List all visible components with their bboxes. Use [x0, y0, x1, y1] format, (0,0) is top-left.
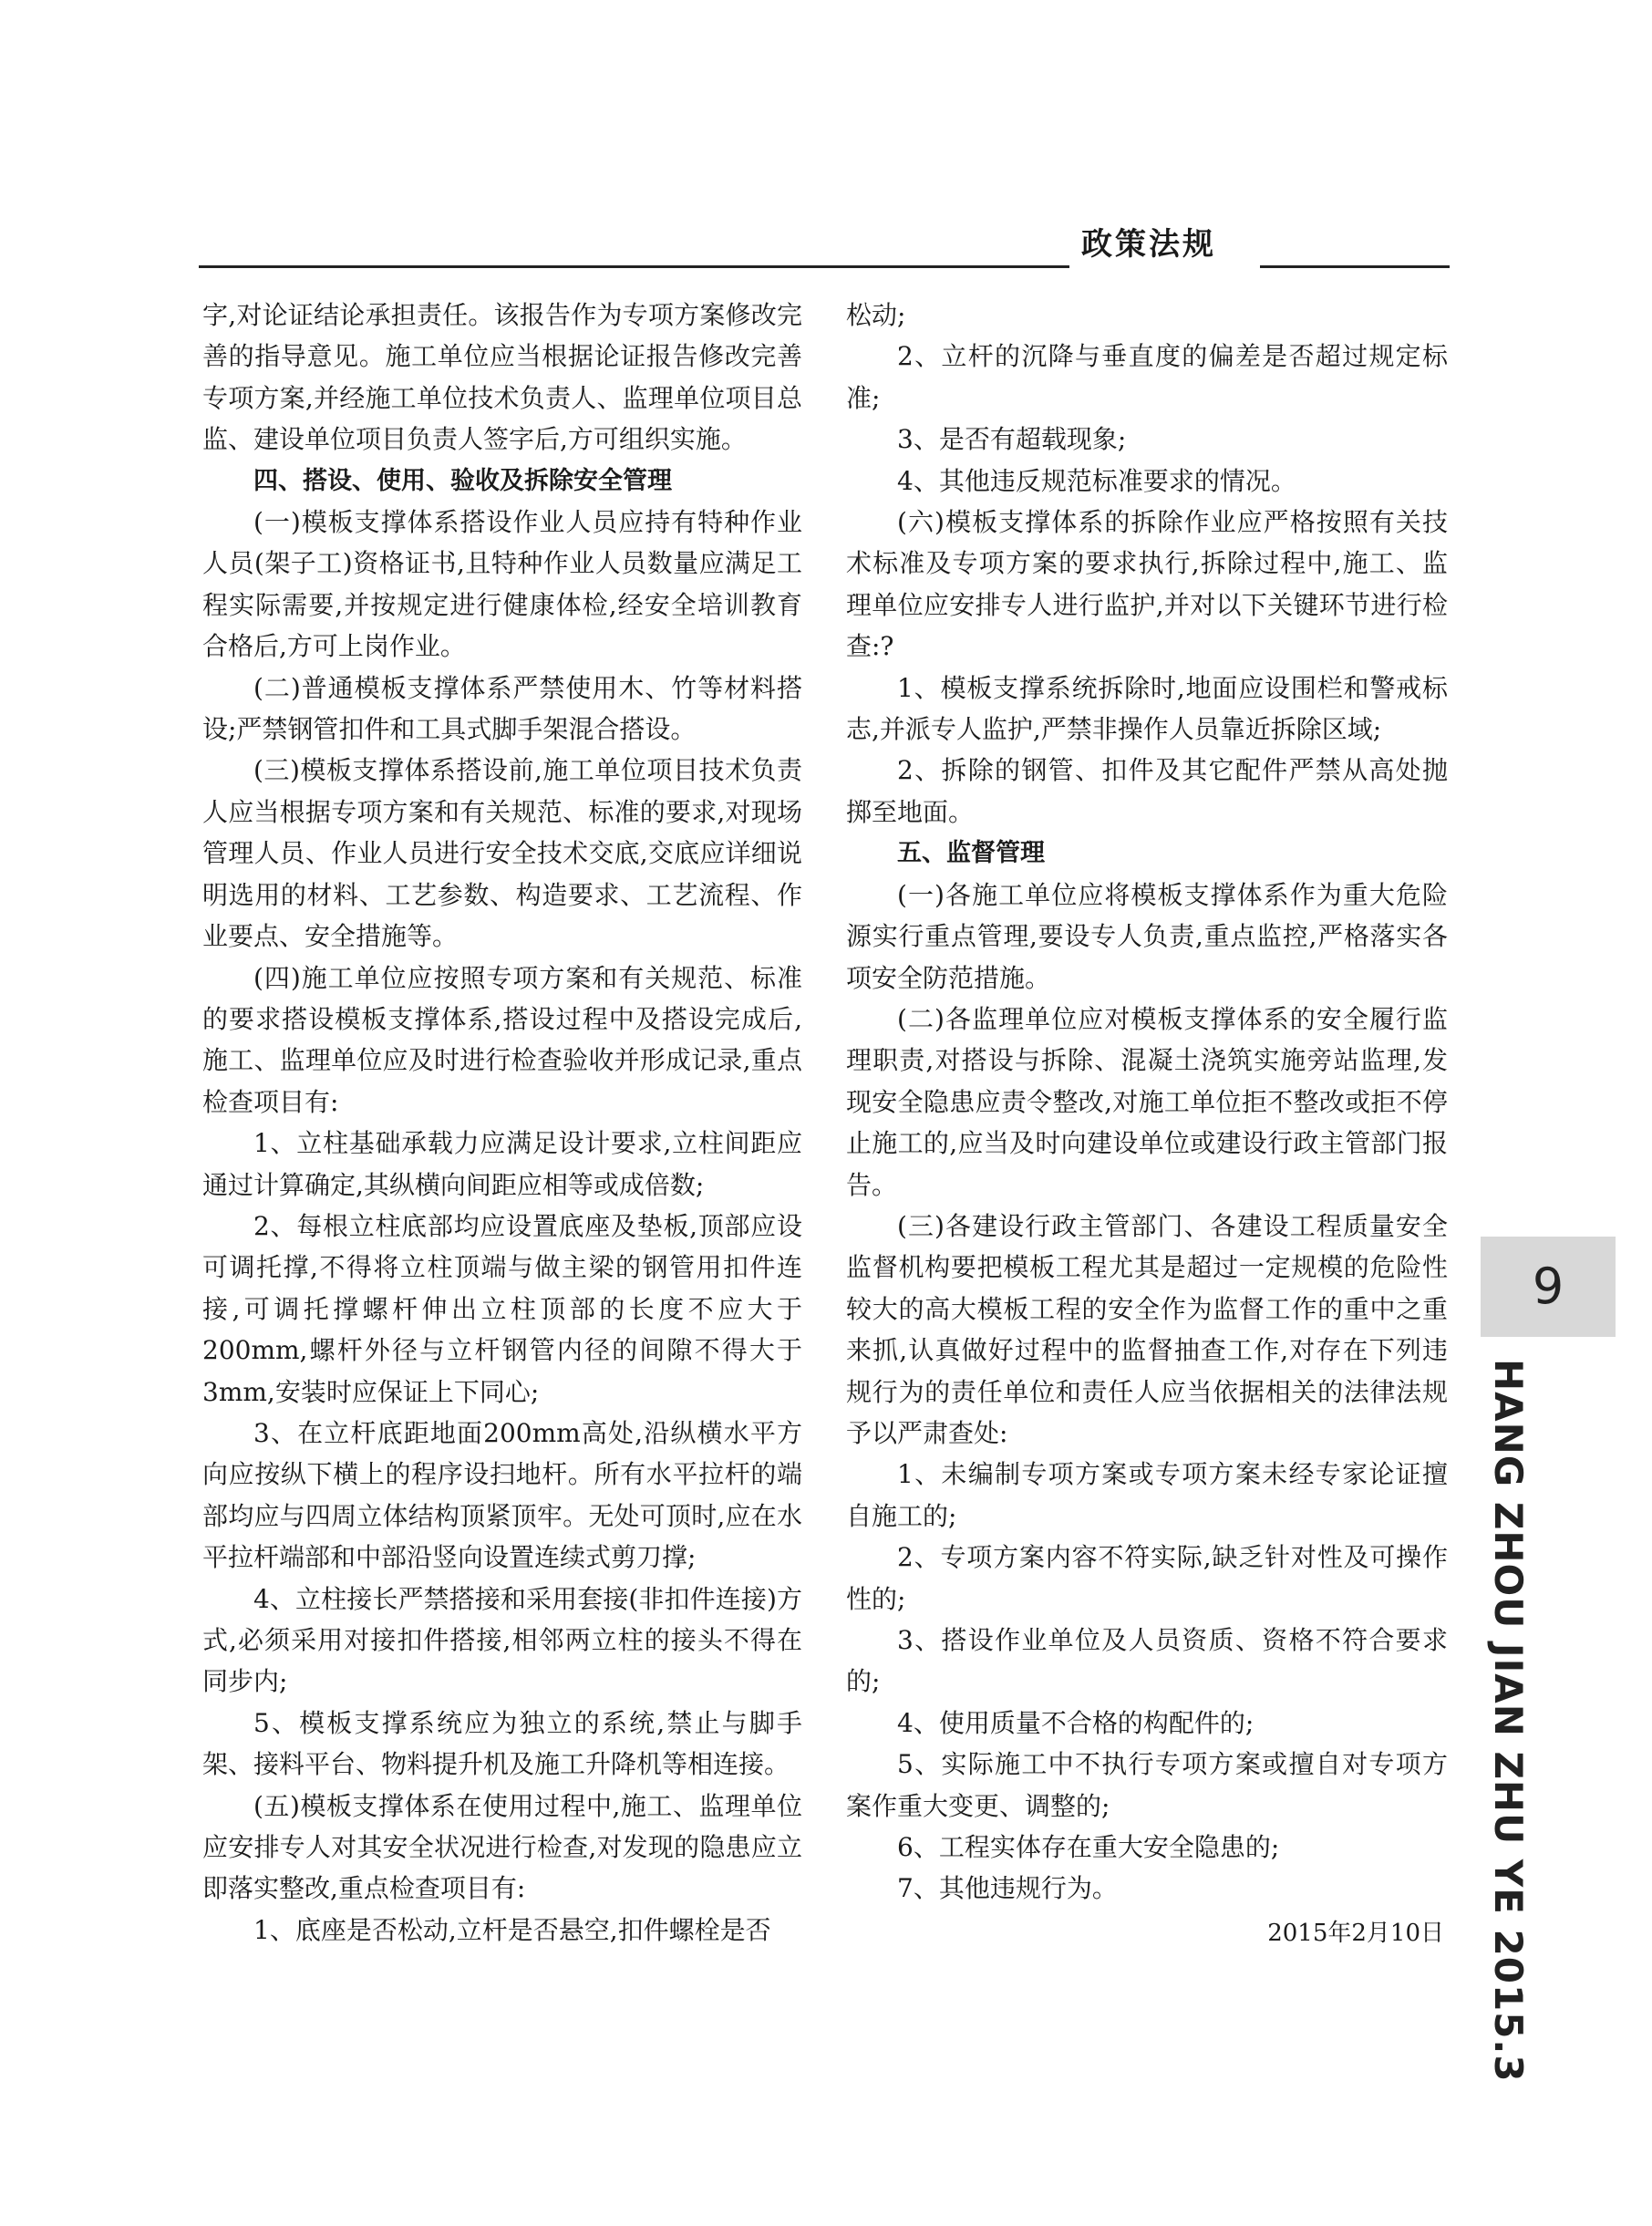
paragraph: (二)各监理单位应对模板支撑体系的安全履行监理职责,对搭设与拆除、混凝土浇筑实施旁站监理,发现安全隐患应责令整改,对施工单位拒不整改或拒不停止施工的,应当及时向建设单位或建设行政主管部门报告。 — [846, 1003, 1448, 1200]
paragraph: 2、专项方案内容不符实际,缺乏针对性及可操作性的; — [846, 1542, 1448, 1614]
paragraph: 4、立柱接长严禁搭接和采用套接(非扣件连接)方式,必须采用对接扣件搭接,相邻两立柱的接头不得在同步内; — [202, 1583, 802, 1697]
paragraph: 松动; — [846, 300, 906, 330]
paragraph: (一)各施工单位应将模板支撑体系作为重大危险源实行重点管理,要设专人负责,重点监控,严格落实各项安全防范措施。 — [846, 879, 1448, 993]
paragraph: (五)模板支撑体系在使用过程中,施工、监理单位应安排专人对其安全状况进行检查,对发现的隐患应立即落实整改,重点检查项目有: — [202, 1790, 802, 1904]
paragraph: 2、拆除的钢管、扣件及其它配件严禁从高处抛掷至地面。 — [846, 755, 1448, 827]
header-rule-right — [1260, 265, 1450, 268]
paragraph: 3、搭设作业单位及人员资质、资格不符合要求的; — [846, 1625, 1448, 1697]
paragraph: 1、立柱基础承载力应满足设计要求,立柱间距应通过计算确定,其纵横向间距应相等或成倍数; — [202, 1128, 802, 1200]
paragraph: 2、每根立柱底部均应设置底座及垫板,顶部应设可调托撑,不得将立柱顶端与做主梁的钢管用扣件连接,可调托撑螺杆伸出立柱顶部的长度不应大于200mm,螺杆外径与立杆钢管内径的间隙不得大于3mm,安装时应保证上下同心; — [202, 1210, 802, 1407]
document-date: 2015年2月10日 — [1267, 1919, 1444, 1947]
left-column — [202, 295, 802, 1951]
journal-issue-label: HANG ZHOU JIAN ZHU YE 2015.3 — [1486, 1359, 1531, 2083]
paragraph: 4、其他违反规范标准要求的情况。 — [897, 465, 1296, 496]
paragraph: (六)模板支撑体系的拆除作业应严格按照有关技术标准及专项方案的要求执行,拆除过程中,施工、监理单位应安排专人进行监护,并对以下关键环节进行检查:? — [846, 507, 1448, 662]
paragraph: (二)普通模板支撑体系严禁使用木、竹等材料搭设;严禁钢管扣件和工具式脚手架混合搭设。 — [202, 672, 802, 745]
paragraph: 7、其他违规行为。 — [897, 1873, 1118, 1904]
paragraph: (三)各建设行政主管部门、各建设工程质量安全监督机构要把模板工程尤其是超过一定规模的危险性较大的高大模板工程的安全作为监督工作的重中之重来抓,认真做好过程中的监督抽查工作,对存在下列违规行为的责任单位和责任人应当依据相关的法律法规予以严肃查处: — [846, 1210, 1448, 1448]
paragraph: 3、是否有超载现象; — [897, 424, 1127, 455]
paragraph: 5、实际施工中不执行专项方案或擅自对专项方案作重大变更、调整的; — [846, 1749, 1448, 1821]
header-rule-left — [199, 265, 1069, 268]
paragraph: 1、底座是否松动,立杆是否悬空,扣件螺栓是否 — [253, 1914, 771, 1945]
paragraph: 5、模板支撑系统应为独立的系统,禁止与脚手架、接料平台、物料提升机及施工升降机等相连接。 — [202, 1707, 802, 1780]
paragraph: 1、未编制专项方案或专项方案未经专家论证擅自施工的; — [846, 1459, 1448, 1531]
paragraph: (一)模板支撑体系搭设作业人员应持有特种作业人员(架子工)资格证书,且特种作业人员数量应满足工程实际需要,并按规定进行健康体检,经安全培训教育合格后,方可上岗作业。 — [202, 507, 802, 662]
paragraph: (四)施工单位应按照专项方案和有关规范、标准的要求搭设模板支撑体系,搭设过程中及搭设完成后,施工、监理单位应及时进行检查验收并形成记录,重点检查项目有: — [202, 962, 802, 1117]
paragraph: 字,对论证结论承担责任。该报告作为专项方案修改完善的指导意见。施工单位应当根据论证报告修改完善专项方案,并经施工单位技术负责人、监理单位项目总监、建设单位项目负责人签字后,方可组织实施。 — [202, 300, 802, 455]
page-number-tab — [1481, 1237, 1616, 1337]
paragraph: 4、使用质量不合格的构配件的; — [897, 1707, 1254, 1738]
section-heading: 四、搭设、使用、验收及拆除安全管理 — [253, 466, 672, 495]
paragraph: 1、模板支撑系统拆除时,地面应设围栏和警戒标志,并派专人监护,严禁非操作人员靠近拆除区域; — [846, 672, 1448, 745]
paragraph: (三)模板支撑体系搭设前,施工单位项目技术负责人应当根据专项方案和有关规范、标准的要求,对现场管理人员、作业人员进行安全技术交底,交底应详细说明选用的材料、工艺参数、构造要求、工艺流程、作业要点、安全措施等。 — [202, 755, 802, 952]
paragraph: 6、工程实体存在重大安全隐患的; — [897, 1832, 1280, 1863]
paragraph: 2、立杆的沉降与垂直度的偏差是否超过规定标准; — [846, 341, 1448, 413]
right-column — [846, 295, 1448, 1954]
page-number: 9 — [1532, 1258, 1564, 1315]
section-title: 政策法规 — [1081, 226, 1216, 263]
paragraph: 3、在立杆底距地面200mm高处,沿纵横水平方向应按纵下横上的程序设扫地杆。所有水平拉杆的端部均应与四周立体结构顶紧顶牢。无处可顶时,应在水平拉杆端部和中部沿竖向设置连续式剪刀撑; — [202, 1417, 802, 1573]
section-heading: 五、监督管理 — [897, 839, 1045, 868]
